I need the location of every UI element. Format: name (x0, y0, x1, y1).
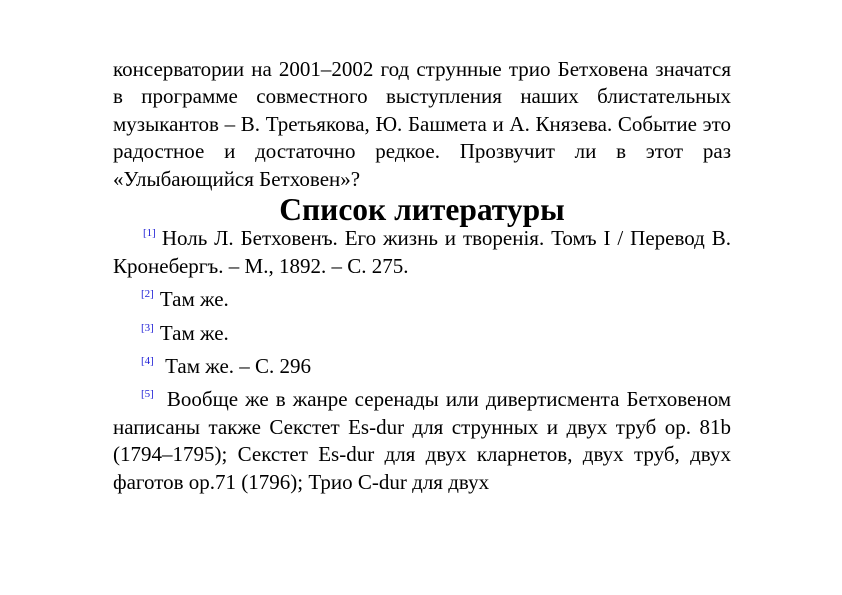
footnote-5-marker[interactable]: [5] (141, 388, 154, 401)
footnote-3-text: Там же. (159, 320, 229, 345)
footnote-4 (113, 353, 731, 380)
body-paragraph: консерватории на 2001–2002 год струнные трио Бетховена значатся в программе совместного выступления наших блистательных музыкантов – В. Третьякова, Ю. Башмета и А. Князева. Событие это радостное и достаточно редкое. Прозвучит ли в этот раз «Улыбающийся Бетховен»? (113, 57, 731, 191)
footnote-3 (113, 320, 731, 347)
footnote-1-marker[interactable]: [1] (143, 227, 156, 240)
footnote-2-marker[interactable]: [2] (141, 288, 154, 301)
footnote-2-text: Там же. (159, 287, 229, 312)
footnote-4-text: Там же. – С. 296 (159, 354, 312, 379)
footnote-5-text: Вообще же в жанре серенады или дивертисмента Бетховеном написаны также Секстет Es-dur для струнных и двух труб ор. 81b (1794–1795); Секстет Es-dur для двух кларнетов, двух труб, двух фаготов ор.71 (1796); Трио C-dur для двух (113, 387, 731, 494)
footnote-1 (113, 225, 731, 280)
references-heading: Список литературы (279, 192, 565, 228)
document-page (113, 56, 731, 496)
footnote-1-text: Ноль Л. Бетховенъ. Его жизнь и творенія. Томъ I / Перевод В. Кронебергъ. – М., 1892. – С. 275. (113, 226, 731, 278)
footnote-2 (113, 286, 731, 313)
footnote-4-marker[interactable]: [4] (141, 355, 154, 368)
footnote-5 (113, 386, 731, 496)
footnote-3-marker[interactable]: [3] (141, 321, 154, 334)
